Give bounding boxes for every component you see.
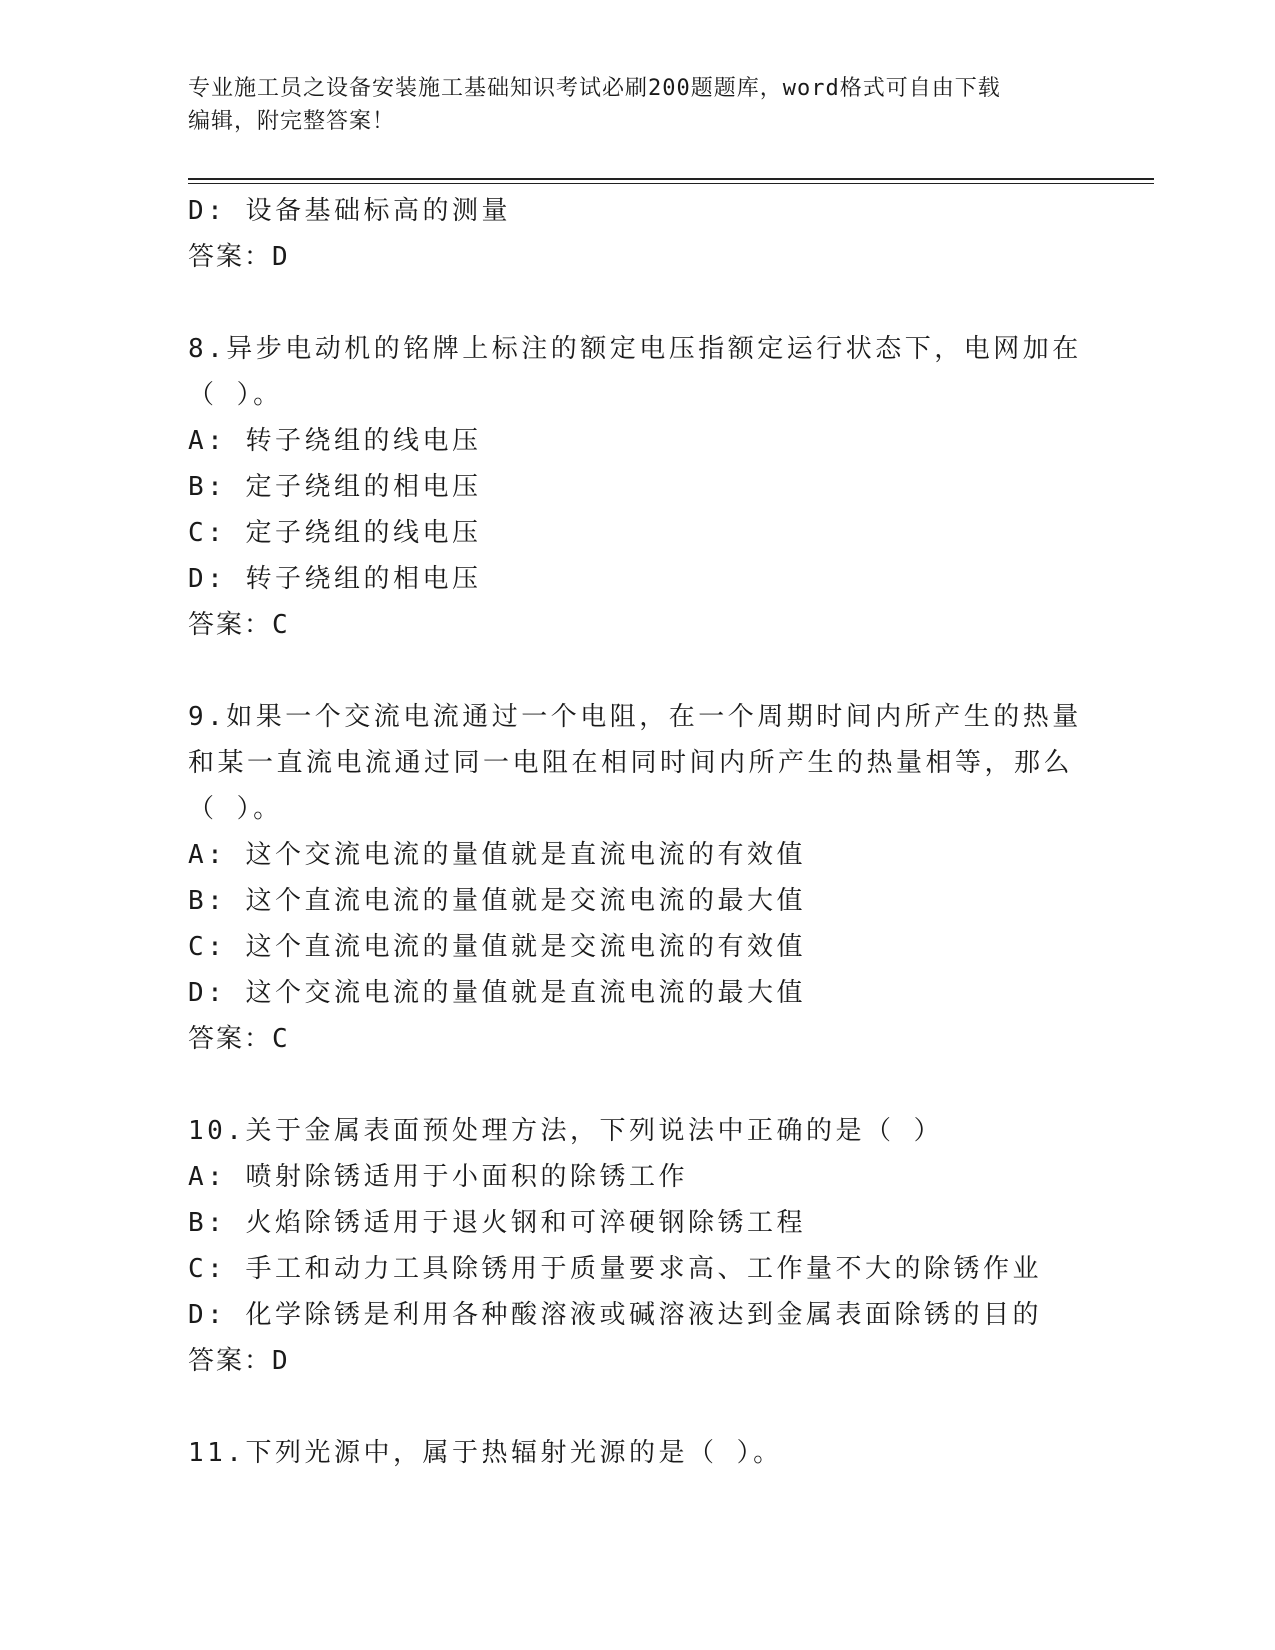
question-10 bbox=[188, 1108, 1088, 1384]
answer: 答案：D bbox=[188, 1346, 290, 1376]
option-b: B: 火焰除锈适用于退火钢和可淬硬钢除锈工程 bbox=[188, 1208, 806, 1238]
option-d: D: 化学除锈是利用各种酸溶液或碱溶液达到金属表面除锈的目的 bbox=[188, 1300, 1042, 1330]
header-divider-thick bbox=[188, 178, 1154, 180]
option-c: C: 定子绕组的线电压 bbox=[188, 518, 482, 548]
header-divider-thin bbox=[188, 183, 1154, 184]
option-b: B: 定子绕组的相电压 bbox=[188, 472, 482, 502]
spacer bbox=[188, 1384, 1088, 1430]
document-body bbox=[188, 188, 1088, 1476]
option-b: B: 这个直流电流的量值就是交流电流的最大值 bbox=[188, 886, 806, 916]
spacer bbox=[188, 280, 1088, 326]
spacer bbox=[188, 648, 1088, 694]
answer: 答案：C bbox=[188, 610, 290, 640]
prev-option-d: D: 设备基础标高的测量 bbox=[188, 196, 511, 226]
option-d: D: 这个交流电流的量值就是直流电流的最大值 bbox=[188, 978, 806, 1008]
page-header bbox=[188, 72, 1088, 138]
question-stem: 11.下列光源中，属于热辐射光源的是（ ）。 bbox=[188, 1438, 783, 1468]
spacer bbox=[188, 1062, 1088, 1108]
question-stem: 10.关于金属表面预处理方法，下列说法中正确的是（ ） bbox=[188, 1116, 944, 1146]
answer: 答案：C bbox=[188, 1024, 290, 1054]
question-stem: （ ）。 bbox=[188, 380, 283, 410]
option-c: C: 手工和动力工具除锈用于质量要求高、工作量不大的除锈作业 bbox=[188, 1254, 1042, 1284]
option-c: C: 这个直流电流的量值就是交流电流的有效值 bbox=[188, 932, 806, 962]
header-line-1: 专业施工员之设备安装施工基础知识考试必刷200题题库，word格式可自由下载 bbox=[188, 76, 1001, 101]
question-stem: （ ）。 bbox=[188, 794, 283, 824]
option-d: D: 转子绕组的相电压 bbox=[188, 564, 482, 594]
question-9 bbox=[188, 694, 1088, 1062]
option-a: A: 这个交流电流的量值就是直流电流的有效值 bbox=[188, 840, 806, 870]
question-8 bbox=[188, 326, 1088, 648]
question-stem: 8.异步电动机的铭牌上标注的额定电压指额定运行状态下，电网加在 bbox=[188, 334, 1082, 364]
option-a: A: 喷射除锈适用于小面积的除锈工作 bbox=[188, 1162, 688, 1192]
question-stem: 9.如果一个交流电流通过一个电阻，在一个周期时间内所产生的热量 bbox=[188, 702, 1082, 732]
question-stem: 和某一直流电流通过同一电阻在相同时间内所产生的热量相等，那么 bbox=[188, 748, 1074, 778]
prev-answer: 答案：D bbox=[188, 242, 290, 272]
question-11 bbox=[188, 1430, 1088, 1476]
header-line-2: 编辑，附完整答案！ bbox=[188, 109, 396, 134]
option-a: A: 转子绕组的线电压 bbox=[188, 426, 482, 456]
